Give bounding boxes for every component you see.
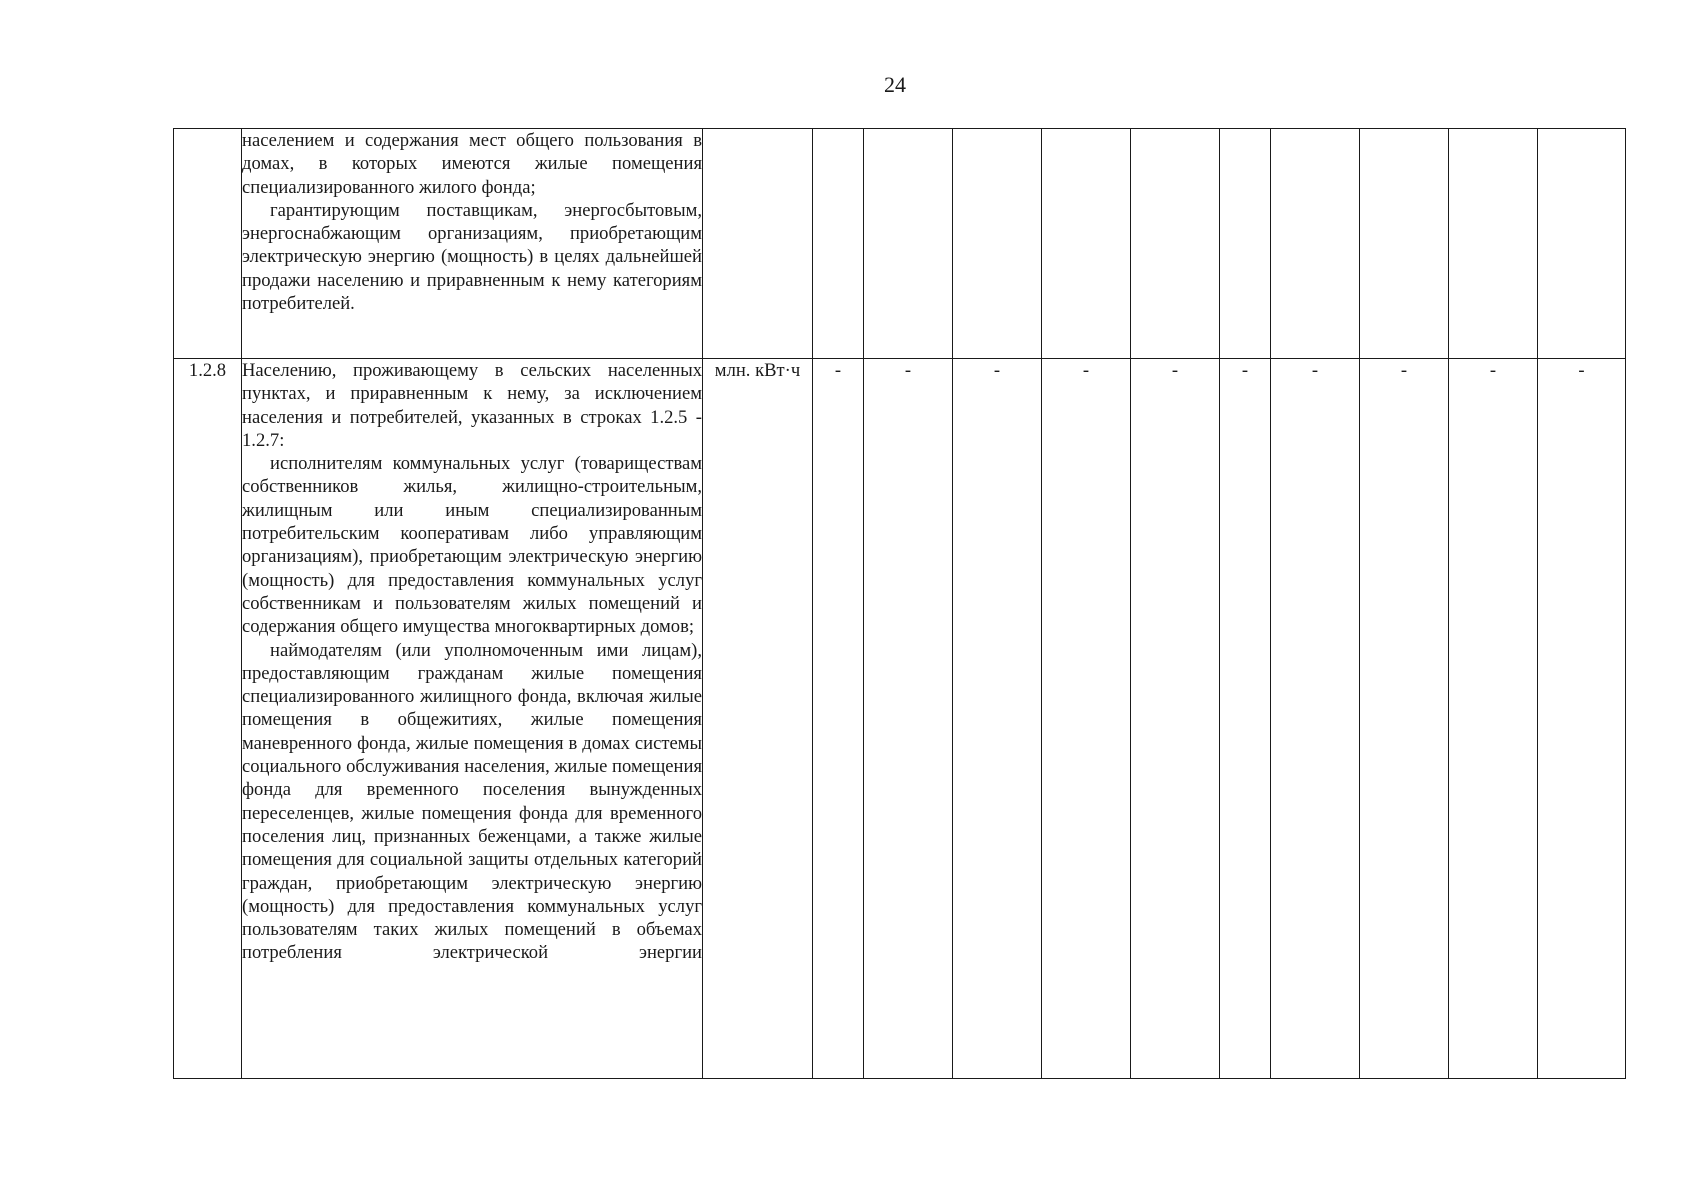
value-cell [1220, 129, 1271, 359]
value-cell: - [864, 359, 953, 1079]
description-paragraph: наймодателям (или уполномоченным ими лицам), предоставляющим гражданам жилые помещения специализированного жилищного фонда, включая жилые помещения в общежитиях, жилые помещения маневренного фонда, жилые помещения в домах системы социального обслуживания населения, жилые помещения фонда для временного поселения вынужденных переселенцев, жилые помещения фонда для временного поселения лиц, признанных беженцами, а также жилые помещения для социальной защиты отдельных категорий граждан, приобретающим электрическую энергию (мощность) для предоставления коммунальных услуг пользователям таких жилых помещений в объемах потребления электрической энергии [242, 639, 702, 964]
value-cell [953, 129, 1042, 359]
row-description-cell [242, 129, 703, 359]
value-cell [1449, 129, 1538, 359]
value-cell [1271, 129, 1360, 359]
row-number-cell: 1.2.8 [174, 359, 242, 1079]
table-row [174, 129, 1626, 359]
value-cell [864, 129, 953, 359]
value-cell [1360, 129, 1449, 359]
value-cell [813, 129, 864, 359]
value-cell [1538, 129, 1626, 359]
value-cell: - [1131, 359, 1220, 1079]
table-row [174, 359, 1626, 1079]
value-cell: - [953, 359, 1042, 1079]
value-cell: - [1271, 359, 1360, 1079]
value-cell [1131, 129, 1220, 359]
value-cell [1042, 129, 1131, 359]
unit-cell: млн. кВт·ч [703, 359, 813, 1079]
value-cell: - [1538, 359, 1626, 1079]
data-table [173, 128, 1626, 1079]
description-paragraph: Населению, проживающему в сельских населенных пунктах, и приравненным к нему, за исключением населения и потребителей, указанных в строках 1.2.5 - 1.2.7: [242, 360, 702, 451]
value-cell: - [1360, 359, 1449, 1079]
row-description-cell [242, 359, 703, 1079]
description-paragraph: гарантирующим поставщикам, энергосбытовым, энергоснабжающим организациям, приобретающим электрическую энергию (мощность) в целях дальнейшей продажи населению и приравненным к нему категориям потребителей. [242, 199, 702, 315]
unit-cell [703, 129, 813, 359]
value-cell: - [1220, 359, 1271, 1079]
description-paragraph: исполнителям коммунальных услуг (товариществам собственников жилья, жилищно-строительным, жилищным или иным специализированным потребительским кооперативам либо управляющим организациям), приобретающим электрическую энергию (мощность) для предоставления коммунальных услуг собственникам и пользователям жилых помещений и содержания общего имущества многоквартирных домов; [242, 453, 702, 638]
description-paragraph: населением и содержания мест общего пользования в домах, в которых имеются жилые помещения специализированного жилого фонда; [242, 130, 702, 198]
value-cell: - [813, 359, 864, 1079]
row-number-cell [174, 129, 242, 359]
page-number: 24 [884, 72, 906, 97]
value-cell: - [1449, 359, 1538, 1079]
value-cell: - [1042, 359, 1131, 1079]
